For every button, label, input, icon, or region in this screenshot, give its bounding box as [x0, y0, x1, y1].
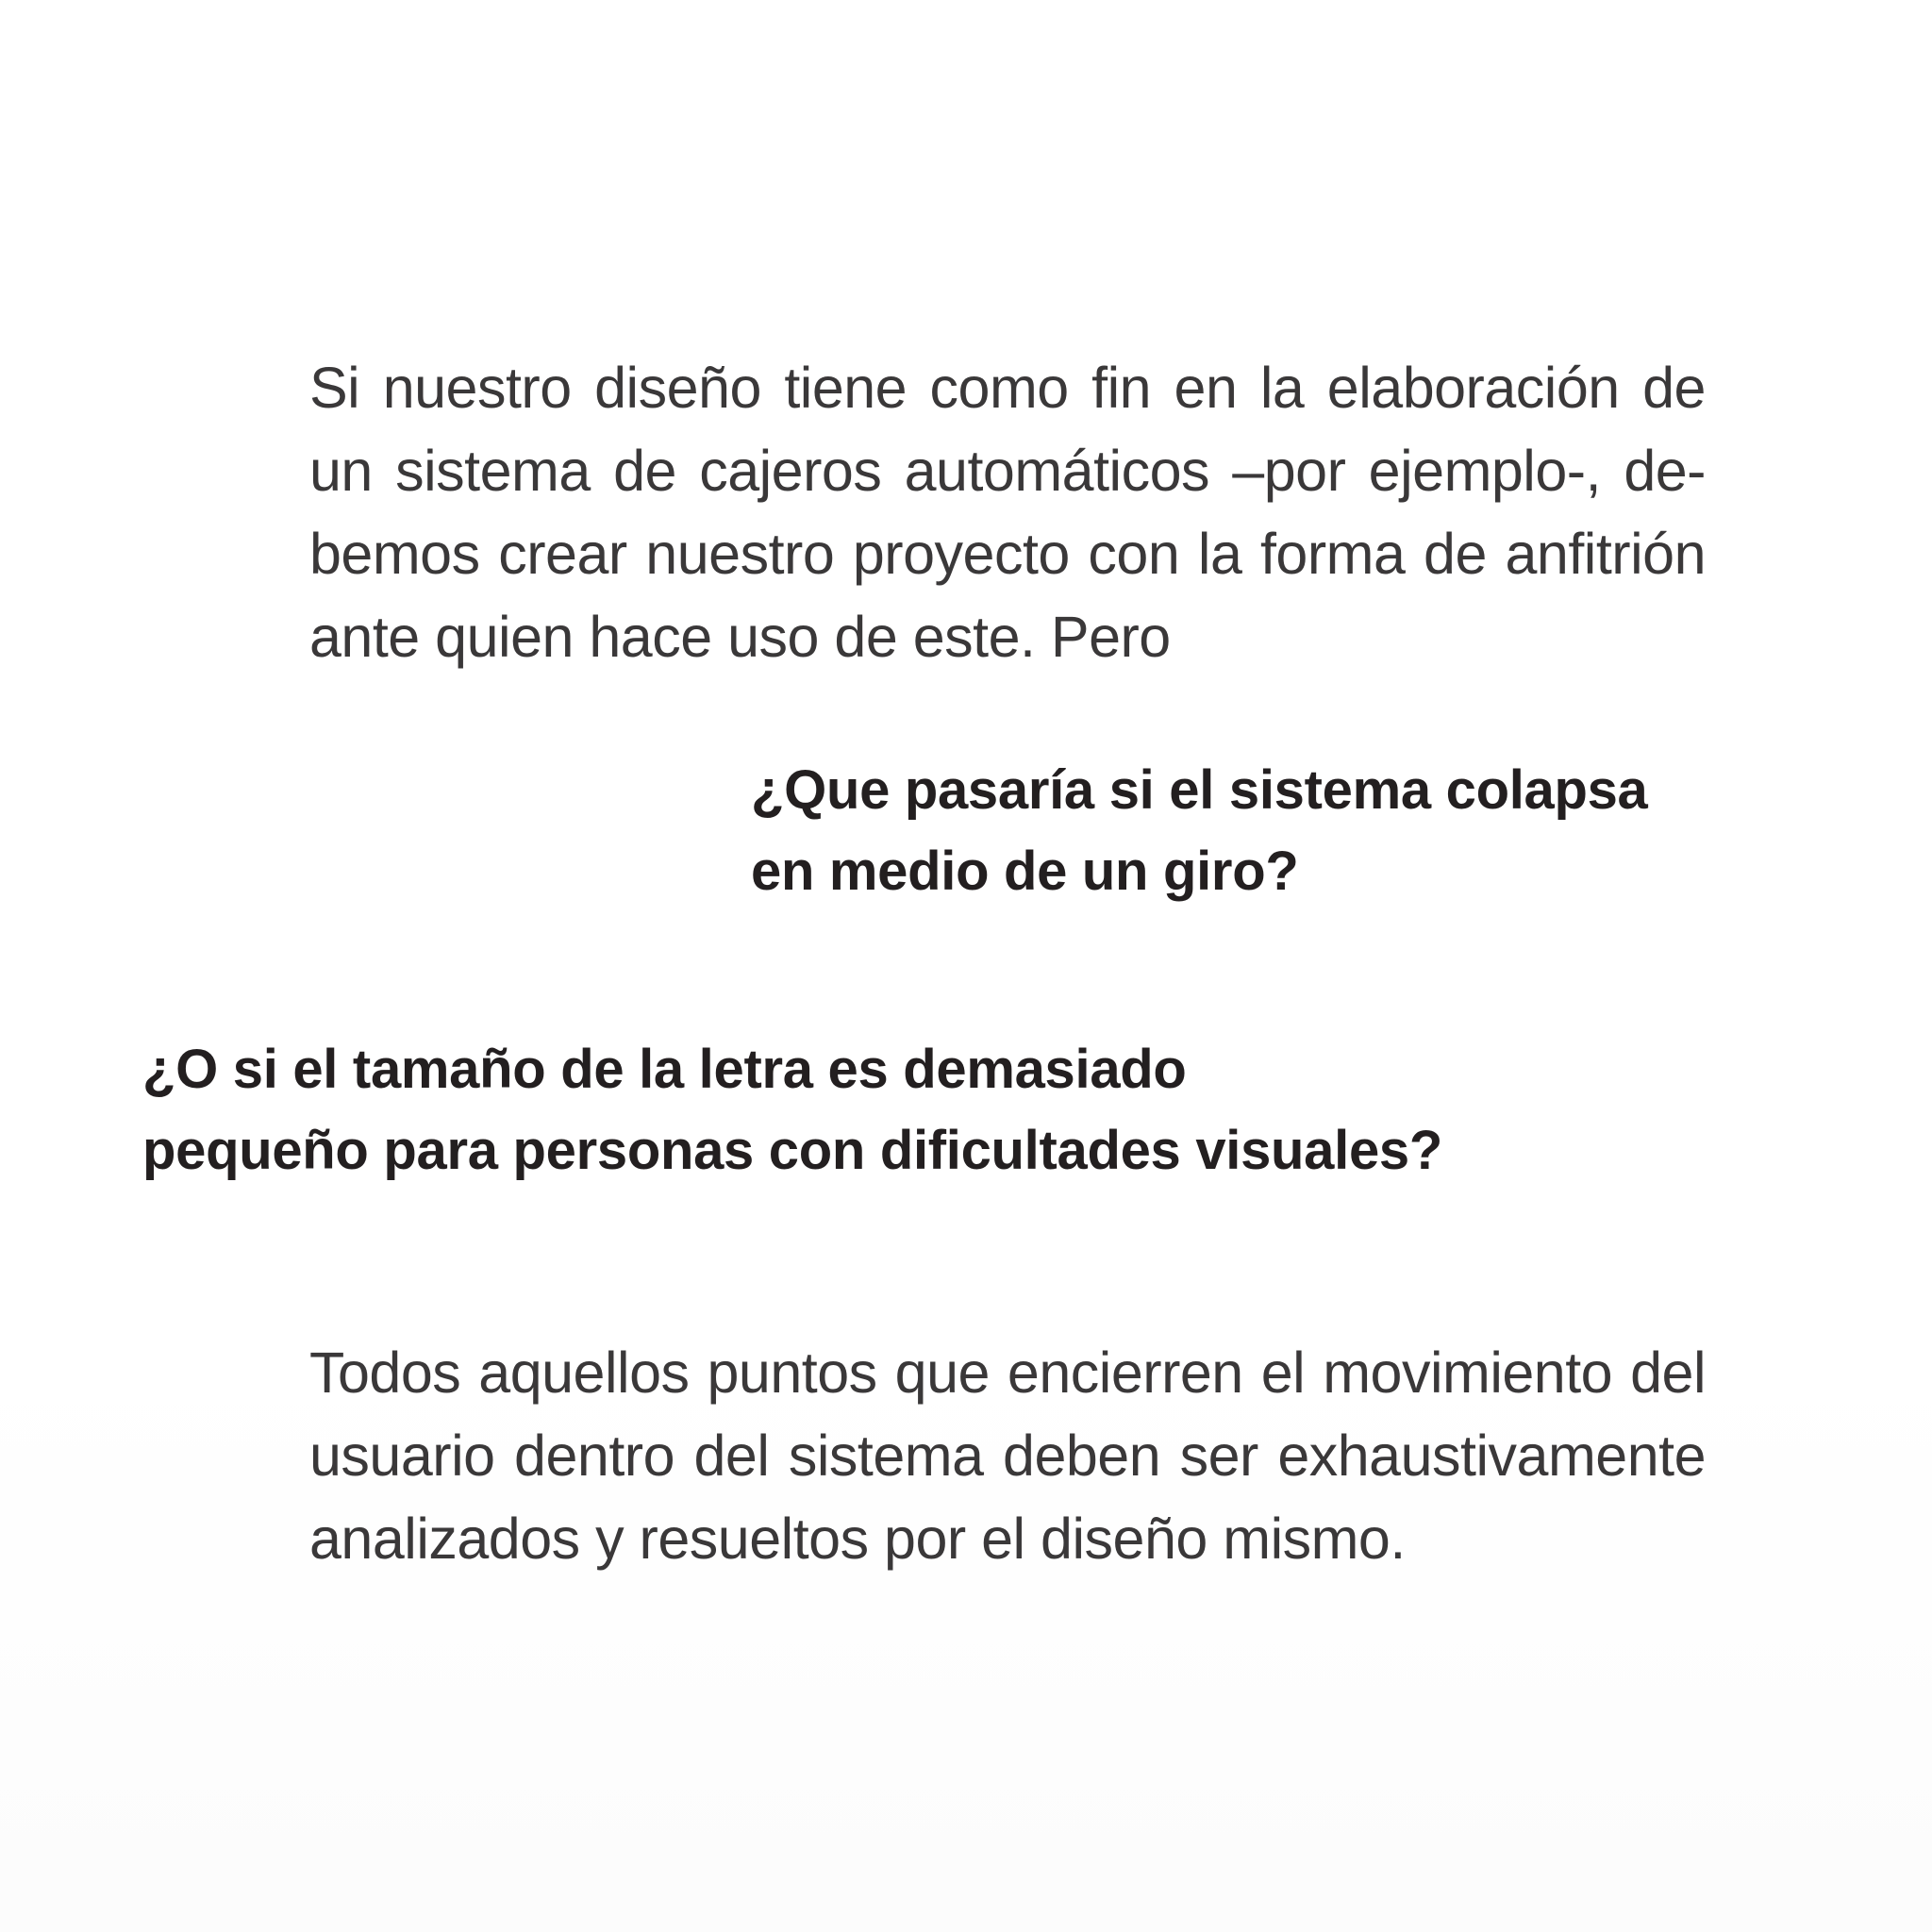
question-line: en medio de un giro? [751, 841, 1299, 902]
paragraph-line: Si nuestro diseño tiene como fin en la elaboración de [309, 356, 1706, 420]
paragraph-line: bemos crear nuestro proyecto con la forma de anfitrión [309, 522, 1706, 586]
paragraph-line: analizados y resueltos por el diseño mismo. [309, 1507, 1406, 1571]
paragraph-line: un sistema de cajeros automáticos –por ejemplo-, de- [309, 439, 1706, 503]
question-line: ¿O si el tamaño de la letra es demasiado [142, 1039, 1187, 1100]
paragraph-line: ante quien hace uso de este. Pero [309, 605, 1171, 669]
question-line: ¿Que pasaría si el sistema colapsa [751, 759, 1648, 821]
paragraph-line: usuario dentro del sistema deben ser exhaustivamente [309, 1424, 1706, 1488]
question-line: pequeño para personas con dificultades visuales? [142, 1120, 1442, 1181]
paragraph-line: Todos aquellos puntos que encierren el movimiento del [309, 1341, 1706, 1405]
